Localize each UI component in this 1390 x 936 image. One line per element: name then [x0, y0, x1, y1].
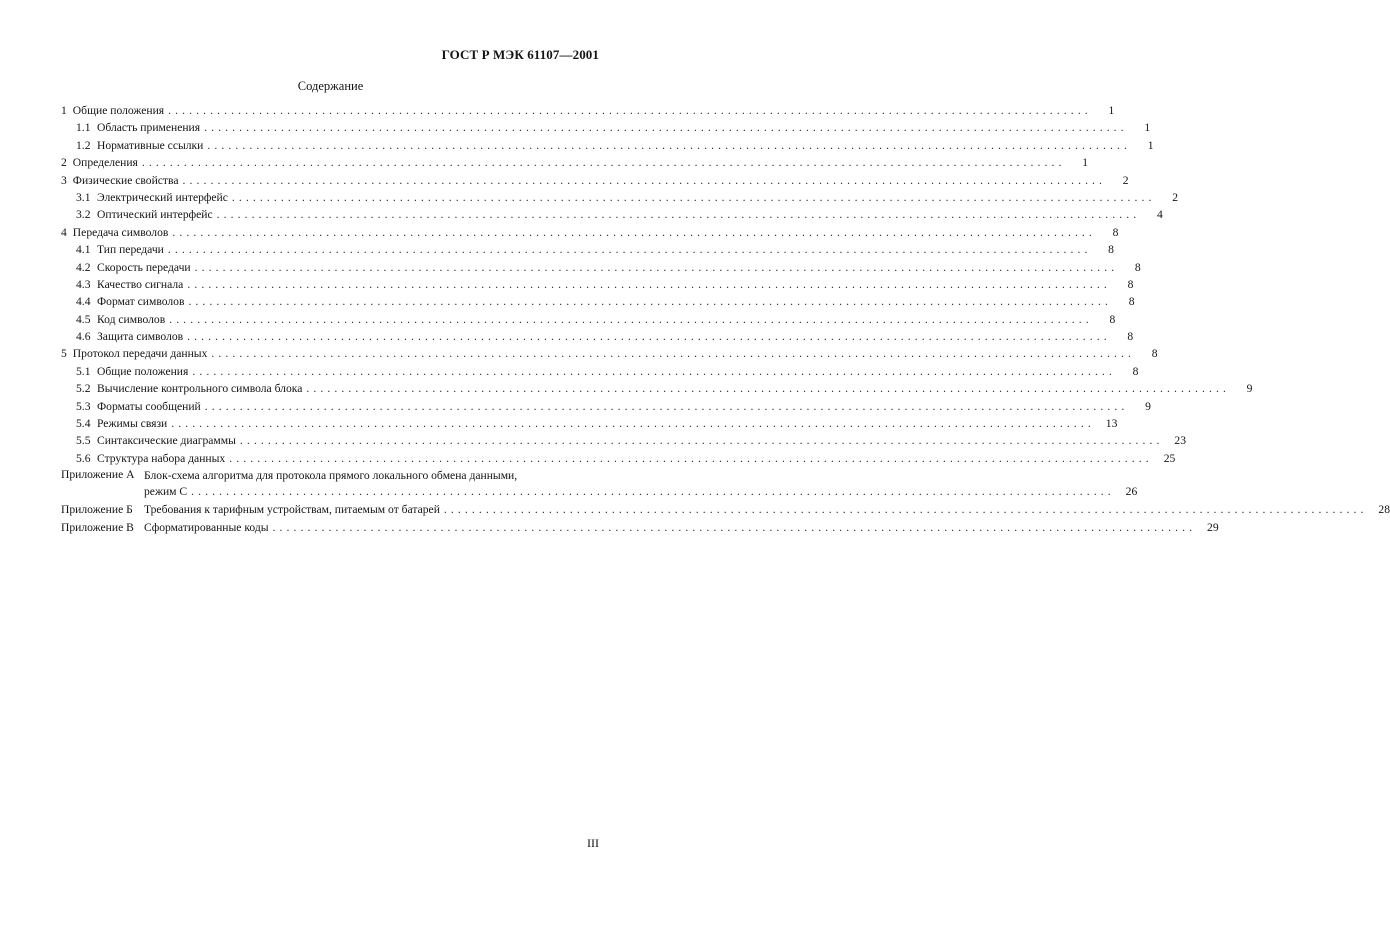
toc-leader-dots	[211, 346, 1131, 361]
toc-entry-page: 8	[1112, 225, 1119, 239]
toc-entry-title: Вычисление контрольного символа блока	[97, 382, 303, 396]
toc-entry-title: Форматы сообщений	[97, 399, 201, 413]
toc-entry-number: 3.2	[76, 208, 91, 222]
toc-entry-page: 1	[1144, 121, 1151, 135]
table-of-contents	[61, 103, 1390, 537]
toc-appendix-body	[144, 468, 1137, 500]
toc-entry-title: Область применения	[97, 121, 201, 135]
toc-entry-number: 3	[61, 173, 67, 187]
toc-leader-dots	[306, 381, 1226, 396]
toc-entry-number: 5	[61, 347, 67, 361]
toc-leader-dots	[217, 207, 1137, 222]
toc-entry-page: 2	[1172, 190, 1178, 204]
toc-entry-number: 5.1	[76, 364, 91, 378]
toc-entry	[61, 207, 1163, 224]
toc-entry-number: 1.2	[76, 138, 91, 152]
toc-appendix	[61, 468, 1138, 500]
toc-appendix-row	[144, 502, 1390, 519]
toc-entry	[61, 451, 1176, 468]
toc-entry-title: Общие положения	[72, 104, 165, 117]
toc-appendices	[61, 468, 1390, 537]
toc-entry	[61, 242, 1114, 259]
toc-entry-number: 2	[61, 156, 67, 170]
page-number: III	[587, 836, 599, 850]
toc-entry-page: 2	[1122, 173, 1129, 187]
toc-entry-page: 23	[1174, 434, 1186, 448]
toc-entry	[61, 381, 1253, 398]
toc-entry-title: Структура набора данных	[97, 451, 226, 465]
toc-appendix-title-line: Блок-схема алгоритма для протокола прямого локального обмена данными,	[144, 469, 518, 483]
toc-entry	[61, 103, 1115, 120]
toc-entry-title: Электрический интерфейс	[97, 190, 228, 204]
toc-entry-page: 1	[1147, 138, 1154, 152]
toc-leader-dots	[168, 242, 1088, 257]
toc-leader-dots	[204, 120, 1124, 135]
document-header: ГОСТ Р МЭК 61107—2001	[441, 47, 599, 62]
toc-entry-number: 4.4	[76, 295, 91, 309]
toc-entry	[61, 312, 1116, 329]
toc-leader-dots	[273, 520, 1193, 535]
toc-entry-number: 4.3	[76, 277, 91, 291]
toc-entry-number: 5.5	[76, 434, 91, 448]
toc-leader-dots	[232, 190, 1152, 205]
toc-entry-title: Определения	[72, 156, 138, 170]
toc-entry-page: 1	[1108, 104, 1115, 117]
toc-entry-number: 1	[61, 104, 67, 117]
toc-entry	[61, 416, 1118, 433]
toc-entry-title: Код символов	[97, 312, 166, 326]
toc-entry	[61, 225, 1119, 242]
toc-title: Содержание	[297, 79, 364, 93]
toc-appendix-label: Приложение В	[61, 520, 134, 534]
toc-appendix-page: 26	[1125, 485, 1138, 499]
toc-leader-dots	[169, 312, 1089, 327]
toc-entry	[61, 329, 1134, 346]
toc-entry-page: 13	[1105, 417, 1118, 431]
toc-entry	[61, 433, 1186, 450]
toc-leader-dots	[172, 225, 1092, 240]
toc-entry-title: Физические свойства	[72, 173, 179, 187]
toc-leader-dots	[187, 329, 1107, 344]
toc-entry	[61, 173, 1129, 190]
toc-entry	[61, 138, 1154, 155]
toc-entry-page: 8	[1134, 260, 1141, 274]
toc-appendix	[61, 502, 1390, 519]
toc-entry-page: 8	[1132, 364, 1139, 378]
toc-leader-dots	[229, 451, 1149, 466]
toc-leader-dots	[444, 502, 1364, 517]
toc-entry-page: 8	[1128, 295, 1135, 309]
toc-leader-dots	[192, 364, 1112, 379]
toc-entry-title: Скорость передачи	[97, 260, 191, 274]
toc-entry-number: 3.1	[76, 190, 91, 204]
toc-entry-number: 5.2	[76, 382, 91, 396]
toc-entry-number: 4.6	[76, 330, 91, 344]
toc-entry-number: 5.4	[76, 417, 91, 431]
toc-entry-page: 8	[1127, 277, 1134, 291]
toc-entry	[61, 294, 1135, 311]
toc-entry-number: 4.2	[76, 260, 91, 274]
toc-entry-page: 4	[1156, 208, 1163, 222]
toc-entry-title: Протокол передачи данных	[72, 347, 208, 361]
toc-entry-page: 8	[1108, 243, 1114, 257]
toc-entry	[61, 190, 1178, 207]
toc-entry-title: Передача символов	[72, 225, 169, 239]
toc-leader-dots	[142, 155, 1062, 170]
toc-entry-number: 4.1	[76, 243, 91, 257]
toc-leader-dots	[187, 277, 1107, 292]
toc-leader-dots	[182, 173, 1102, 188]
toc-entry-page: 8	[1109, 312, 1116, 326]
toc-entry	[61, 277, 1134, 294]
toc-appendix-title: Сформатированные коды	[144, 520, 269, 534]
toc-leader-dots	[171, 416, 1091, 431]
toc-entry-title: Режимы связи	[97, 417, 168, 431]
toc-entry-title: Тип передачи	[97, 243, 164, 257]
toc-leader-dots	[240, 433, 1160, 448]
toc-entry-number: 4	[61, 225, 67, 239]
toc-leader-dots	[168, 103, 1088, 118]
toc-entry	[61, 364, 1139, 381]
toc-leader-dots	[207, 138, 1127, 153]
toc-entry-page: 9	[1145, 399, 1151, 413]
toc-entry-page: 9	[1246, 382, 1253, 396]
toc-entry-page: 8	[1127, 330, 1134, 344]
toc-entry	[61, 399, 1151, 416]
toc-appendix-body	[144, 520, 1219, 537]
toc-appendix-label: Приложение А	[61, 468, 135, 482]
toc-entry-title: Качество сигнала	[97, 277, 184, 291]
toc-leader-dots	[188, 294, 1108, 309]
toc-entry-number: 5.3	[76, 399, 91, 413]
toc-entry-page: 25	[1163, 451, 1176, 465]
toc-appendix-row	[144, 484, 1137, 500]
toc-entry-number: 1.1	[76, 121, 91, 135]
toc-entry-title: Защита символов	[97, 330, 184, 344]
toc-appendix-title: режим С	[144, 485, 188, 499]
toc-entry-page: 8	[1151, 347, 1158, 361]
toc-entry	[61, 346, 1158, 363]
toc-entry-number: 4.5	[76, 312, 91, 326]
toc-appendix-page: 28	[1378, 503, 1390, 517]
toc-entry	[61, 120, 1151, 137]
toc-leader-dots	[205, 399, 1125, 414]
toc-entry-title: Нормативные ссылки	[97, 138, 204, 152]
toc-leader-dots	[195, 260, 1115, 275]
toc-appendix-row	[144, 520, 1219, 537]
toc-appendix-title: Требования к тарифным устройствам, питаемым от батарей	[144, 503, 440, 517]
toc-appendix-page: 29	[1207, 520, 1219, 534]
toc-entries	[61, 103, 1253, 468]
toc-entry	[61, 155, 1088, 172]
toc-leader-dots	[191, 484, 1111, 499]
toc-entry-title: Оптический интерфейс	[97, 208, 213, 222]
toc-appendix-body	[144, 502, 1390, 519]
toc-entry	[61, 260, 1141, 277]
toc-entry-title: Общие положения	[97, 364, 189, 378]
toc-appendix-label: Приложение Б	[61, 503, 133, 517]
toc-entry-page: 1	[1082, 156, 1088, 170]
toc-appendix	[61, 520, 1219, 537]
toc-entry-number: 5.6	[76, 451, 91, 465]
toc-entry-title: Синтаксические диаграммы	[97, 434, 236, 448]
toc-entry-title: Формат символов	[97, 295, 185, 309]
